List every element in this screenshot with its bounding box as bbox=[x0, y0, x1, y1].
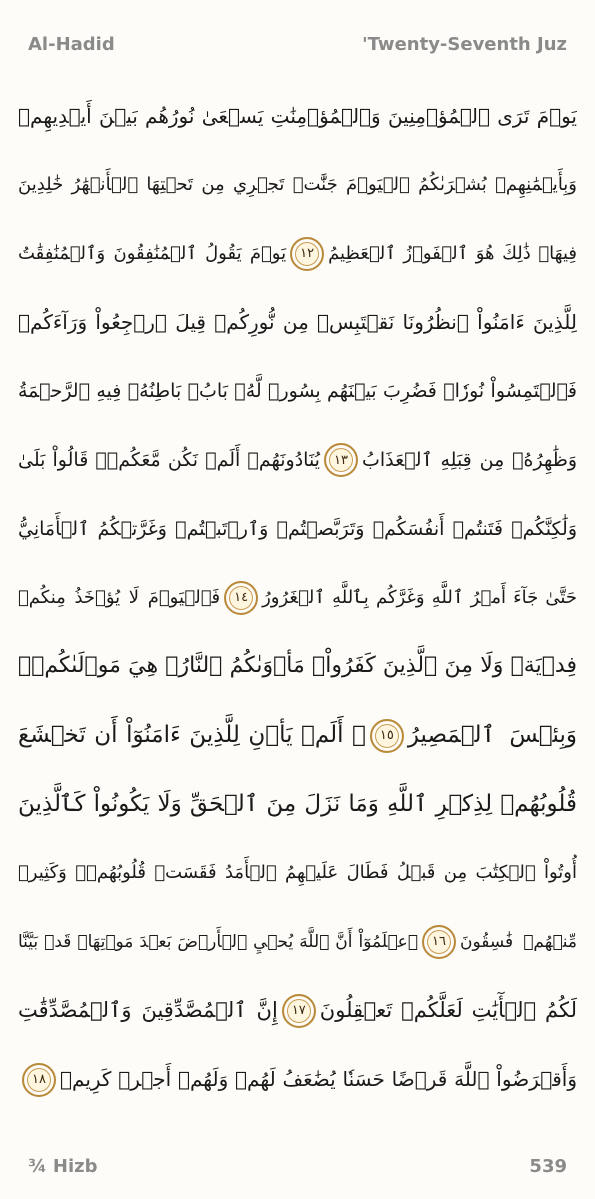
verse-line bbox=[18, 220, 577, 289]
hizb-indicator: ¾ Hizb bbox=[28, 1155, 98, 1177]
verse-line bbox=[18, 976, 577, 1045]
verse-text: حَتَّىٰ جَآءَ أَمۡرُ ٱللَّهِ وَغَرَّكُم بِٱللَّهِ ٱلۡغَرُورُ bbox=[262, 586, 577, 608]
verse-line bbox=[18, 151, 577, 220]
verse-text: لِلَّذِينَ ءَامَنُواْ ٱنظُرُونَا نَقۡتَبِسۡ مِن نُّورِكُمۡ قِيلَ ٱرۡجِعُواْ وَرَآءَكُمۡ bbox=[18, 310, 577, 335]
verse-text: فَٱلۡتَمِسُواْ نُورٗاۖ فَضُرِبَ بَيۡنَهُم بِسُورٖ لَّهُۥ بَابُۢ بَاطِنُهُۥ فِيهِ ٱلرَّحۡمَةُ bbox=[18, 380, 577, 403]
ayah-number-marker: ١٥ bbox=[370, 719, 404, 753]
verse-text: يَوۡمَ يَقُولُ ٱلۡمُنَٰفِقُونَ وَٱلۡمُنَٰفِقَٰتُ bbox=[18, 242, 287, 264]
verse-text: أُوتُواْ ٱلۡكِتَٰبَ مِن قَبۡلُ فَطَالَ عَلَيۡهِمُ ٱلۡأَمَدُ فَقَسَتۡ قُلُوبُهُمۡۖ وَكَثِيرٞ bbox=[18, 861, 577, 883]
verse-text: يُنَادُونَهُمۡ أَلَمۡ نَكُن مَّعَكُمۡۖ قَالُواْ بَلَىٰ bbox=[18, 448, 320, 471]
juz-name: 'Twenty-Seventh Juz bbox=[362, 33, 567, 55]
page-header bbox=[0, 24, 595, 64]
verse-line bbox=[18, 770, 577, 839]
verse-text: ٱعۡلَمُوٓاْ أَنَّ ٱللَّهَ يُحۡيِ ٱلۡأَرۡضَ بَعۡدَ مَوۡتِهَاۚ قَدۡ بَيَّنَّا bbox=[18, 931, 419, 952]
verse-text: فِيهَاۚ ذَٰلِكَ هُوَ ٱلۡفَوۡزُ ٱلۡعَظِيمُ bbox=[328, 242, 577, 264]
verse-text: فَٱلۡيَوۡمَ لَا يُؤۡخَذُ مِنكُمۡ bbox=[18, 586, 221, 608]
verse-text: قُلُوبُهُمۡ لِذِكۡرِ ٱللَّهِ وَمَا نَزَلَ مِنَ ٱلۡحَقِّ وَلَا يَكُونُواْ كَٱلَّذِينَ bbox=[18, 790, 577, 817]
page-number: 539 bbox=[529, 1155, 567, 1177]
ayah-number-marker: ١٤ bbox=[224, 581, 258, 615]
verse-line bbox=[18, 426, 577, 495]
ayah-number-marker: ١٦ bbox=[422, 925, 456, 959]
mushaf-page bbox=[18, 82, 577, 1114]
verse-line bbox=[18, 288, 577, 357]
ayah-number-marker: ١٣ bbox=[324, 443, 358, 477]
verse-line bbox=[18, 839, 577, 908]
verse-line bbox=[18, 632, 577, 701]
verse-line bbox=[18, 908, 577, 977]
verse-text: وَظَٰهِرُهُۥ مِن قِبَلِهِ ٱلۡعَذَابُ bbox=[361, 448, 577, 471]
verse-line bbox=[18, 564, 577, 633]
verse-text: لَكُمُ ٱلۡأٓيَٰتِ لَعَلَّكُمۡ تَعۡقِلُونَ bbox=[319, 998, 577, 1023]
verse-text: وَأَقۡرَضُواْ ٱللَّهَ قَرۡضًا حَسَنٗا يُضَٰعَفُ لَهُمۡ وَلَهُمۡ أَجۡرٞ كَرِيمٞ bbox=[60, 1067, 577, 1092]
verse-line bbox=[18, 701, 577, 770]
page-footer bbox=[0, 1146, 595, 1186]
ayah-number-marker: ١٧ bbox=[282, 994, 316, 1028]
ayah-number-marker: ١٢ bbox=[290, 237, 324, 271]
verse-line bbox=[18, 495, 577, 564]
ayah-number-marker: ١٨ bbox=[22, 1063, 56, 1097]
verse-line bbox=[18, 357, 577, 426]
verse-text: ۞ أَلَمۡ يَأۡنِ لِلَّذِينَ ءَامَنُوٓاْ أَن تَخۡشَعَ bbox=[18, 722, 366, 749]
verse-text: مِّنۡهُمۡ فَٰسِقُونَ bbox=[460, 931, 577, 952]
verse-line bbox=[18, 82, 577, 151]
verse-text: وَبِأَيۡمَٰنِهِمۖ بُشۡرَىٰكُمُ ٱلۡيَوۡمَ جَنَّٰتٞ تَجۡرِي مِن تَحۡتِهَا ٱلۡأَنۡهَٰرُ خَٰلِدِينَ bbox=[18, 173, 577, 195]
verse-text: إِنَّ ٱلۡمُصَّدِّقِينَ وَٱلۡمُصَّدِّقَٰتِ bbox=[18, 998, 278, 1023]
verse-text: وَبِئۡسَ ٱلۡمَصِيرُ bbox=[407, 722, 577, 749]
surah-name: Al-Hadid bbox=[28, 33, 115, 55]
verse-text: وَلَٰكِنَّكُمۡ فَتَنتُمۡ أَنفُسَكُمۡ وَتَرَبَّصۡتُمۡ وَٱرۡتَبۡتُمۡ وَغَرَّتۡكُمُ ٱلۡأَمَانِيُّ bbox=[18, 517, 577, 540]
verse-text: يَوۡمَ تَرَى ٱلۡمُؤۡمِنِينَ وَٱلۡمُؤۡمِنَٰتِ يَسۡعَىٰ نُورُهُم بَيۡنَ أَيۡدِيهِمۡ bbox=[18, 104, 577, 128]
verse-line bbox=[18, 1045, 577, 1114]
verse-text: فِدۡيَةٞ وَلَا مِنَ ٱلَّذِينَ كَفَرُواْۚ مَأۡوَىٰكُمُ ٱلنَّارُۖ هِيَ مَوۡلَىٰكُمۡۖ bbox=[18, 653, 577, 679]
